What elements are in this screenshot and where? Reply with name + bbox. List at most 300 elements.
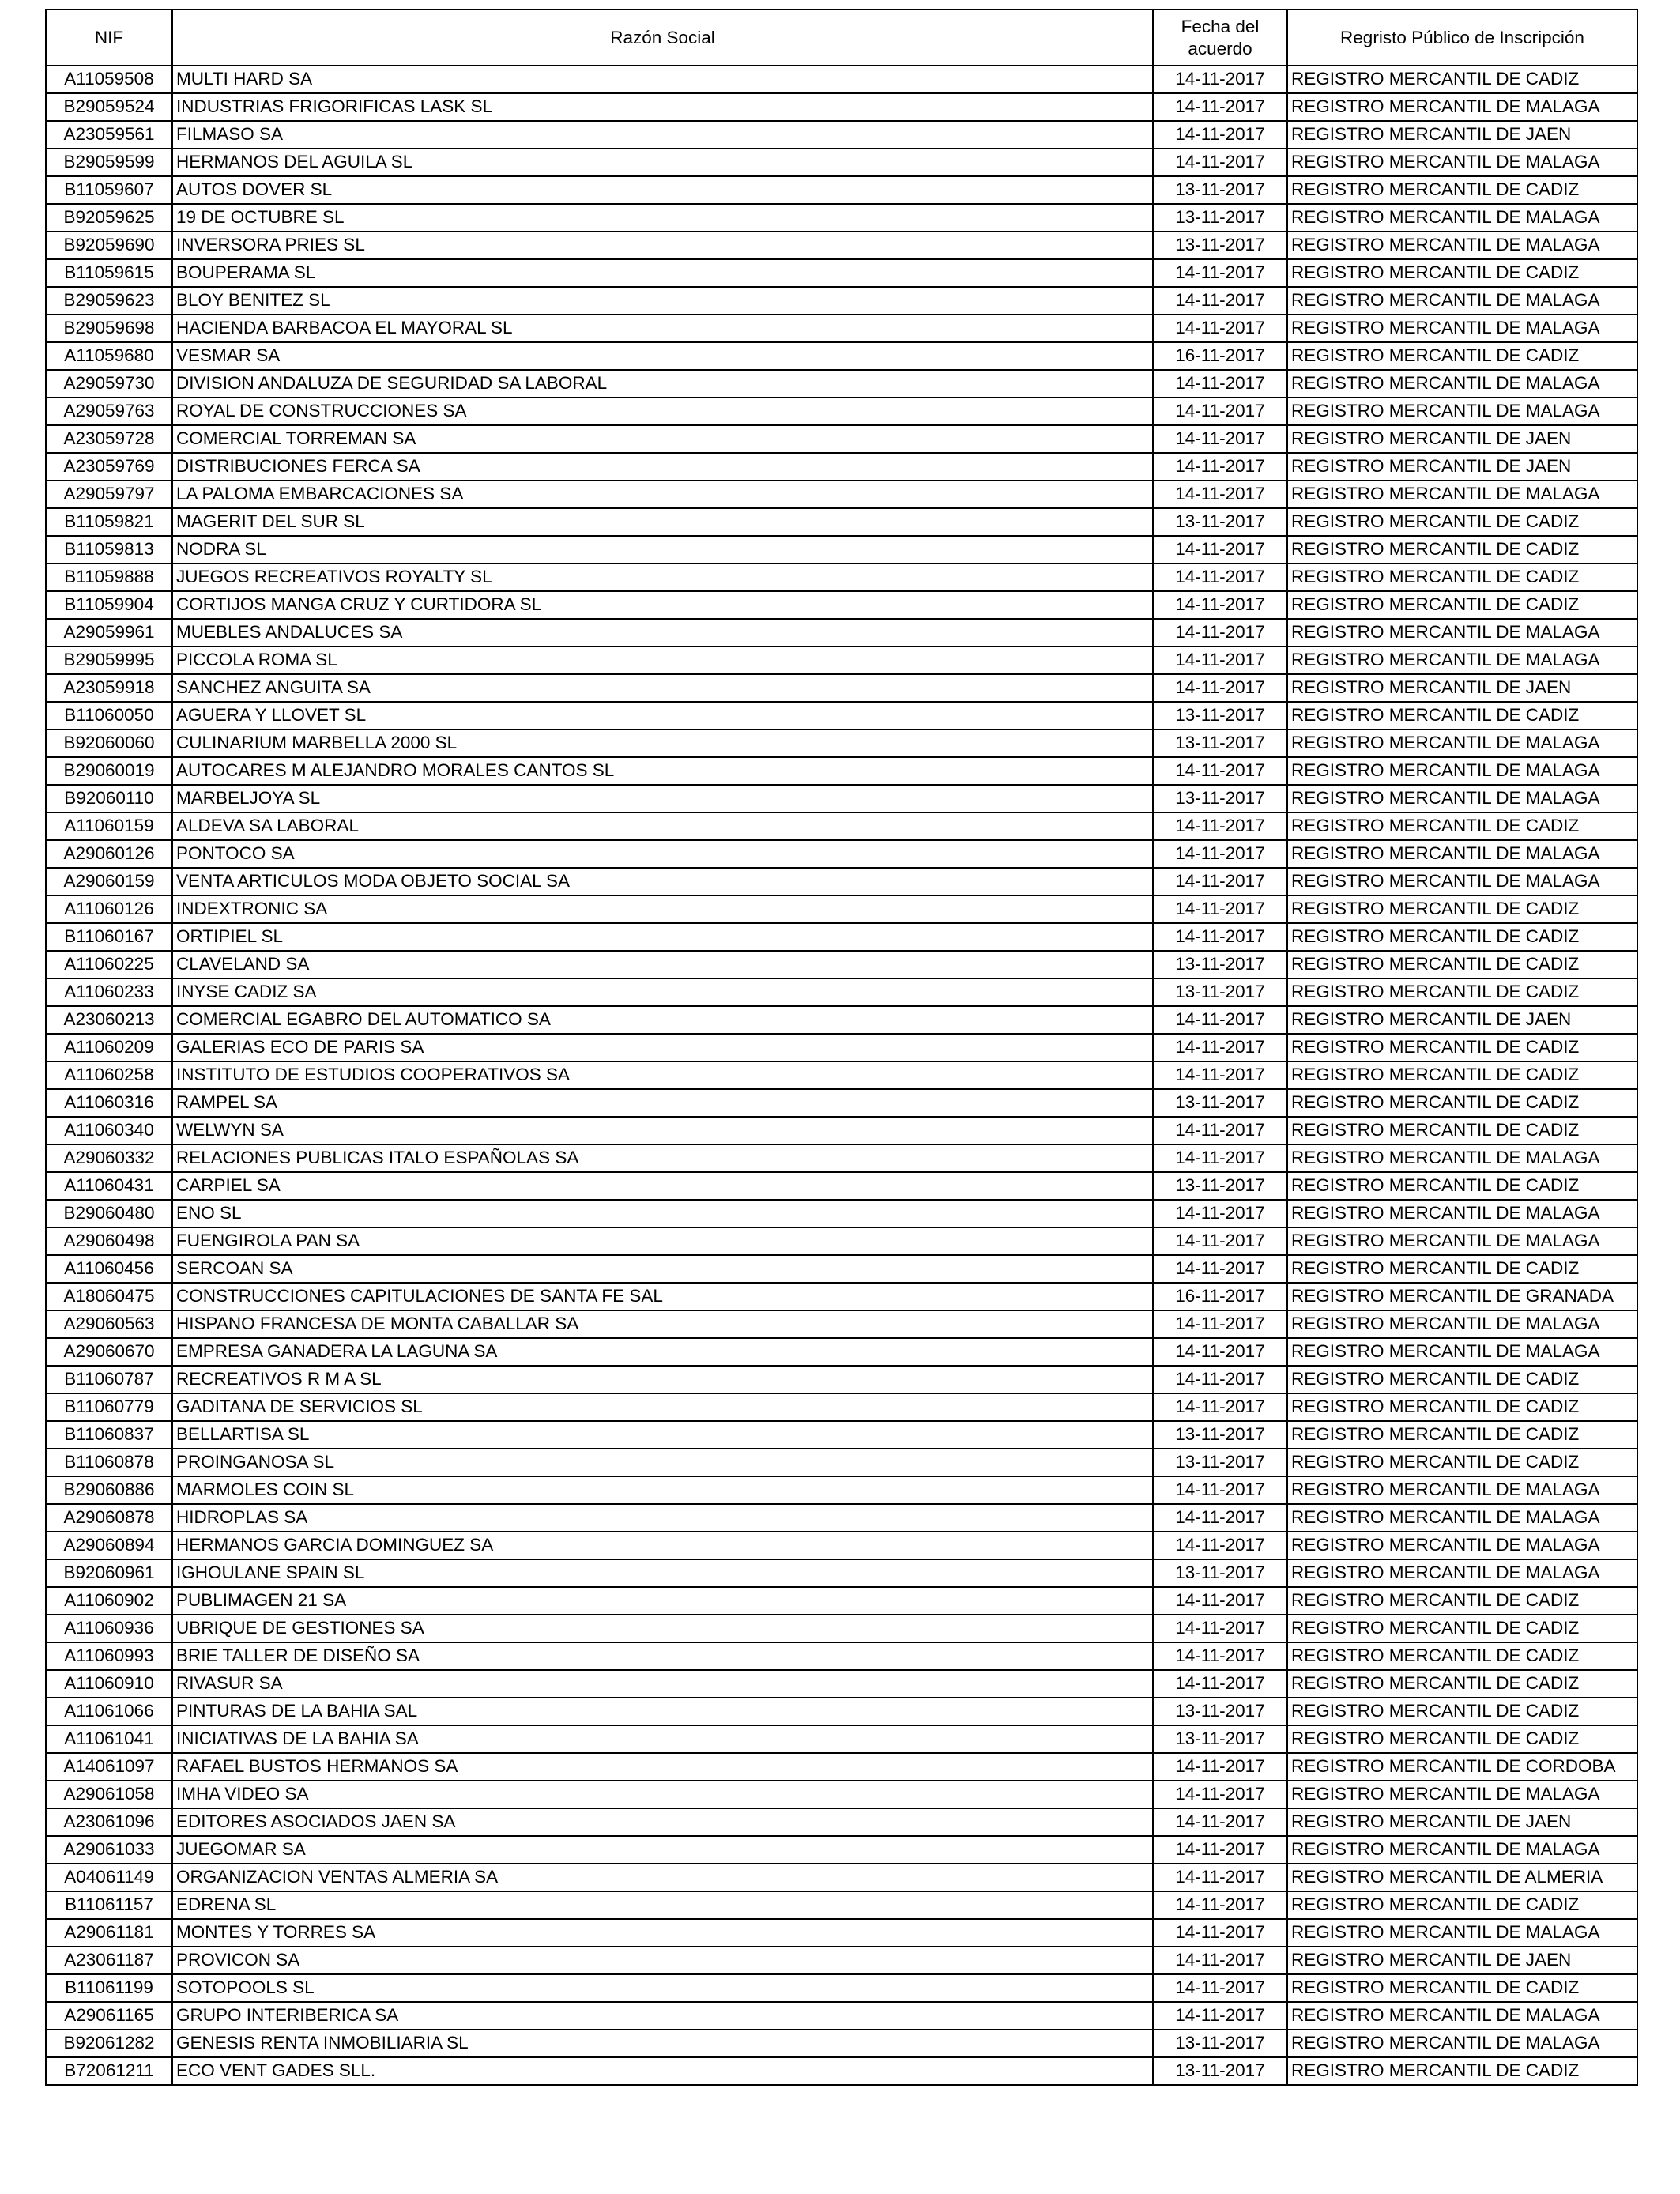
cell-fecha-acuerdo: 16-11-2017 (1153, 342, 1287, 370)
cell-fecha-acuerdo: 14-11-2017 (1153, 1144, 1287, 1172)
cell-razon-social: ENO SL (172, 1200, 1153, 1227)
cell-fecha-acuerdo: 14-11-2017 (1153, 453, 1287, 481)
cell-nif: A29059961 (46, 619, 172, 647)
cell-fecha-acuerdo: 13-11-2017 (1153, 785, 1287, 812)
cell-registro: REGISTRO MERCANTIL DE CADIZ (1287, 1974, 1637, 2002)
cell-nif: B29059623 (46, 287, 172, 315)
table-row (46, 1615, 1637, 1642)
cell-nif: A11060233 (46, 978, 172, 1006)
cell-registro: REGISTRO MERCANTIL DE CADIZ (1287, 1642, 1637, 1670)
table-row (46, 923, 1637, 951)
table-row (46, 1891, 1637, 1919)
cell-razon-social: LA PALOMA EMBARCACIONES SA (172, 481, 1153, 508)
cell-registro: REGISTRO MERCANTIL DE CADIZ (1287, 1449, 1637, 1476)
cell-razon-social: MUEBLES ANDALUCES SA (172, 619, 1153, 647)
table-row (46, 1172, 1637, 1200)
header-row (46, 9, 1637, 66)
cell-razon-social: EMPRESA GANADERA LA LAGUNA SA (172, 1338, 1153, 1366)
cell-fecha-acuerdo: 14-11-2017 (1153, 674, 1287, 702)
table-row (46, 785, 1637, 812)
cell-razon-social: 19 DE OCTUBRE SL (172, 204, 1153, 232)
table-row (46, 1781, 1637, 1808)
cell-registro: REGISTRO MERCANTIL DE MALAGA (1287, 370, 1637, 398)
cell-nif: A29059730 (46, 370, 172, 398)
cell-fecha-acuerdo: 14-11-2017 (1153, 1255, 1287, 1283)
cell-razon-social: HERMANOS DEL AGUILA SL (172, 149, 1153, 176)
cell-razon-social: MULTI HARD SA (172, 66, 1153, 93)
cell-nif: A29061165 (46, 2002, 172, 2030)
cell-registro: REGISTRO MERCANTIL DE CADIZ (1287, 978, 1637, 1006)
cell-razon-social: EDITORES ASOCIADOS JAEN SA (172, 1808, 1153, 1836)
cell-nif: B11059813 (46, 536, 172, 564)
cell-nif: A29060894 (46, 1532, 172, 1559)
cell-nif: A23059561 (46, 121, 172, 149)
cell-registro: REGISTRO MERCANTIL DE MALAGA (1287, 647, 1637, 674)
table-row (46, 1089, 1637, 1117)
cell-razon-social: VESMAR SA (172, 342, 1153, 370)
cell-nif: A29061181 (46, 1919, 172, 1947)
header-fecha-acuerdo: Fecha del acuerdo (1153, 9, 1287, 66)
cell-razon-social: JUEGOMAR SA (172, 1836, 1153, 1864)
cell-registro: REGISTRO MERCANTIL DE MALAGA (1287, 93, 1637, 121)
cell-fecha-acuerdo: 13-11-2017 (1153, 176, 1287, 204)
cell-registro: REGISTRO MERCANTIL DE MALAGA (1287, 757, 1637, 785)
cell-registro: REGISTRO MERCANTIL DE CADIZ (1287, 508, 1637, 536)
cell-nif: B11060787 (46, 1366, 172, 1393)
cell-razon-social: INVERSORA PRIES SL (172, 232, 1153, 259)
cell-nif: A29059797 (46, 481, 172, 508)
cell-nif: B11060779 (46, 1393, 172, 1421)
cell-razon-social: GALERIAS ECO DE PARIS SA (172, 1034, 1153, 1061)
cell-fecha-acuerdo: 14-11-2017 (1153, 1310, 1287, 1338)
cell-nif: A11060159 (46, 812, 172, 840)
cell-nif: A11060340 (46, 1117, 172, 1144)
cell-fecha-acuerdo: 14-11-2017 (1153, 591, 1287, 619)
cell-razon-social: WELWYN SA (172, 1117, 1153, 1144)
cell-razon-social: SANCHEZ ANGUITA SA (172, 674, 1153, 702)
header-nif: NIF (46, 9, 172, 66)
cell-razon-social: PICCOLA ROMA SL (172, 647, 1153, 674)
cell-fecha-acuerdo: 14-11-2017 (1153, 149, 1287, 176)
cell-nif: A11059508 (46, 66, 172, 93)
cell-fecha-acuerdo: 14-11-2017 (1153, 1947, 1287, 1974)
cell-nif: B92059625 (46, 204, 172, 232)
table-row (46, 1670, 1637, 1698)
cell-razon-social: FILMASO SA (172, 121, 1153, 149)
table-row (46, 342, 1637, 370)
cell-fecha-acuerdo: 14-11-2017 (1153, 868, 1287, 895)
cell-fecha-acuerdo: 14-11-2017 (1153, 1504, 1287, 1532)
cell-registro: REGISTRO MERCANTIL DE CADIZ (1287, 812, 1637, 840)
cell-fecha-acuerdo: 13-11-2017 (1153, 1421, 1287, 1449)
cell-fecha-acuerdo: 14-11-2017 (1153, 481, 1287, 508)
cell-fecha-acuerdo: 14-11-2017 (1153, 1338, 1287, 1366)
table-row (46, 1393, 1637, 1421)
cell-fecha-acuerdo: 13-11-2017 (1153, 1172, 1287, 1200)
table-row (46, 1200, 1637, 1227)
cell-registro: REGISTRO MERCANTIL DE CADIZ (1287, 1615, 1637, 1642)
cell-fecha-acuerdo: 14-11-2017 (1153, 1615, 1287, 1642)
cell-fecha-acuerdo: 14-11-2017 (1153, 93, 1287, 121)
table-row (46, 1836, 1637, 1864)
table-row (46, 1061, 1637, 1089)
cell-fecha-acuerdo: 14-11-2017 (1153, 1836, 1287, 1864)
cell-registro: REGISTRO MERCANTIL DE JAEN (1287, 1947, 1637, 1974)
cell-razon-social: BLOY BENITEZ SL (172, 287, 1153, 315)
cell-registro: REGISTRO MERCANTIL DE MALAGA (1287, 1310, 1637, 1338)
cell-fecha-acuerdo: 14-11-2017 (1153, 1919, 1287, 1947)
cell-fecha-acuerdo: 14-11-2017 (1153, 812, 1287, 840)
table-row (46, 619, 1637, 647)
cell-razon-social: PINTURAS DE LA BAHIA SAL (172, 1698, 1153, 1725)
cell-nif: A29060332 (46, 1144, 172, 1172)
table-row (46, 1808, 1637, 1836)
table-row (46, 702, 1637, 729)
cell-nif: B11060050 (46, 702, 172, 729)
cell-nif: B11061157 (46, 1891, 172, 1919)
cell-fecha-acuerdo: 14-11-2017 (1153, 1642, 1287, 1670)
cell-razon-social: HISPANO FRANCESA DE MONTA CABALLAR SA (172, 1310, 1153, 1338)
cell-registro: REGISTRO MERCANTIL DE CADIZ (1287, 923, 1637, 951)
cell-registro: REGISTRO MERCANTIL DE CORDOBA (1287, 1753, 1637, 1781)
cell-nif: B92060110 (46, 785, 172, 812)
table-row (46, 232, 1637, 259)
cell-fecha-acuerdo: 13-11-2017 (1153, 204, 1287, 232)
cell-fecha-acuerdo: 16-11-2017 (1153, 1283, 1287, 1310)
cell-fecha-acuerdo: 14-11-2017 (1153, 1808, 1287, 1836)
cell-razon-social: IMHA VIDEO SA (172, 1781, 1153, 1808)
cell-registro: REGISTRO MERCANTIL DE CADIZ (1287, 1061, 1637, 1089)
cell-fecha-acuerdo: 13-11-2017 (1153, 1089, 1287, 1117)
table-row (46, 647, 1637, 674)
table-row (46, 1255, 1637, 1283)
cell-fecha-acuerdo: 14-11-2017 (1153, 840, 1287, 868)
cell-fecha-acuerdo: 14-11-2017 (1153, 757, 1287, 785)
table-row (46, 1421, 1637, 1449)
cell-nif: B11060878 (46, 1449, 172, 1476)
cell-fecha-acuerdo: 13-11-2017 (1153, 978, 1287, 1006)
cell-registro: REGISTRO MERCANTIL DE CADIZ (1287, 1366, 1637, 1393)
cell-razon-social: SERCOAN SA (172, 1255, 1153, 1283)
cell-nif: A11061066 (46, 1698, 172, 1725)
header-registro: Regristo Público de Inscripción (1287, 9, 1637, 66)
cell-nif: A23059728 (46, 425, 172, 453)
cell-nif: B29059524 (46, 93, 172, 121)
cell-razon-social: VENTA ARTICULOS MODA OBJETO SOCIAL SA (172, 868, 1153, 895)
table-row (46, 287, 1637, 315)
cell-razon-social: CORTIJOS MANGA CRUZ Y CURTIDORA SL (172, 591, 1153, 619)
cell-registro: REGISTRO MERCANTIL DE MALAGA (1287, 149, 1637, 176)
cell-registro: REGISTRO MERCANTIL DE CADIZ (1287, 536, 1637, 564)
cell-registro: REGISTRO MERCANTIL DE JAEN (1287, 1006, 1637, 1034)
cell-razon-social: GRUPO INTERIBERICA SA (172, 2002, 1153, 2030)
cell-registro: REGISTRO MERCANTIL DE MALAGA (1287, 1504, 1637, 1532)
cell-fecha-acuerdo: 14-11-2017 (1153, 647, 1287, 674)
cell-registro: REGISTRO MERCANTIL DE MALAGA (1287, 315, 1637, 342)
cell-fecha-acuerdo: 13-11-2017 (1153, 1698, 1287, 1725)
cell-razon-social: JUEGOS RECREATIVOS ROYALTY SL (172, 564, 1153, 591)
table-row (46, 121, 1637, 149)
cell-registro: REGISTRO MERCANTIL DE CADIZ (1287, 1891, 1637, 1919)
cell-fecha-acuerdo: 13-11-2017 (1153, 1559, 1287, 1587)
cell-nif: B29060480 (46, 1200, 172, 1227)
cell-nif: A29061058 (46, 1781, 172, 1808)
cell-registro: REGISTRO MERCANTIL DE CADIZ (1287, 591, 1637, 619)
cell-fecha-acuerdo: 14-11-2017 (1153, 1781, 1287, 1808)
table-row (46, 1725, 1637, 1753)
table-row (46, 315, 1637, 342)
cell-nif: B11060167 (46, 923, 172, 951)
cell-fecha-acuerdo: 13-11-2017 (1153, 1725, 1287, 1753)
cell-registro: REGISTRO MERCANTIL DE JAEN (1287, 453, 1637, 481)
cell-nif: A23059769 (46, 453, 172, 481)
cell-registro: REGISTRO MERCANTIL DE CADIZ (1287, 564, 1637, 591)
table-row (46, 1310, 1637, 1338)
cell-razon-social: BELLARTISA SL (172, 1421, 1153, 1449)
cell-fecha-acuerdo: 14-11-2017 (1153, 1670, 1287, 1698)
cell-registro: REGISTRO MERCANTIL DE CADIZ (1287, 66, 1637, 93)
cell-fecha-acuerdo: 14-11-2017 (1153, 1864, 1287, 1891)
cell-razon-social: UBRIQUE DE GESTIONES SA (172, 1615, 1153, 1642)
cell-registro: REGISTRO MERCANTIL DE JAEN (1287, 425, 1637, 453)
cell-fecha-acuerdo: 14-11-2017 (1153, 564, 1287, 591)
cell-nif: B29059698 (46, 315, 172, 342)
cell-registro: REGISTRO MERCANTIL DE CADIZ (1287, 2057, 1637, 2085)
cell-razon-social: RAFAEL BUSTOS HERMANOS SA (172, 1753, 1153, 1781)
cell-nif: A11060910 (46, 1670, 172, 1698)
table-row (46, 1006, 1637, 1034)
cell-registro: REGISTRO MERCANTIL DE MALAGA (1287, 1532, 1637, 1559)
cell-razon-social: ORTIPIEL SL (172, 923, 1153, 951)
cell-fecha-acuerdo: 14-11-2017 (1153, 2002, 1287, 2030)
cell-fecha-acuerdo: 13-11-2017 (1153, 508, 1287, 536)
cell-nif: A29060498 (46, 1227, 172, 1255)
cell-nif: A29060126 (46, 840, 172, 868)
cell-nif: A11060126 (46, 895, 172, 923)
cell-fecha-acuerdo: 14-11-2017 (1153, 1006, 1287, 1034)
cell-registro: REGISTRO MERCANTIL DE MALAGA (1287, 287, 1637, 315)
cell-registro: REGISTRO MERCANTIL DE MALAGA (1287, 1144, 1637, 1172)
cell-fecha-acuerdo: 13-11-2017 (1153, 2030, 1287, 2057)
table-row (46, 1366, 1637, 1393)
cell-fecha-acuerdo: 14-11-2017 (1153, 315, 1287, 342)
cell-nif: B11059888 (46, 564, 172, 591)
cell-razon-social: MARBELJOYA SL (172, 785, 1153, 812)
table-body (46, 66, 1637, 2085)
cell-fecha-acuerdo: 14-11-2017 (1153, 1753, 1287, 1781)
cell-registro: REGISTRO MERCANTIL DE MALAGA (1287, 2002, 1637, 2030)
cell-registro: REGISTRO MERCANTIL DE CADIZ (1287, 1117, 1637, 1144)
cell-razon-social: INSTITUTO DE ESTUDIOS COOPERATIVOS SA (172, 1061, 1153, 1089)
cell-razon-social: CLAVELAND SA (172, 951, 1153, 978)
cell-nif: A11060316 (46, 1089, 172, 1117)
cell-razon-social: ROYAL DE CONSTRUCCIONES SA (172, 398, 1153, 425)
table-row (46, 812, 1637, 840)
cell-fecha-acuerdo: 14-11-2017 (1153, 895, 1287, 923)
cell-fecha-acuerdo: 14-11-2017 (1153, 923, 1287, 951)
table-row (46, 1559, 1637, 1587)
cell-fecha-acuerdo: 13-11-2017 (1153, 1449, 1287, 1476)
cell-razon-social: EDRENA SL (172, 1891, 1153, 1919)
cell-razon-social: DIVISION ANDALUZA DE SEGURIDAD SA LABORAL (172, 370, 1153, 398)
cell-razon-social: PONTOCO SA (172, 840, 1153, 868)
table-row (46, 1532, 1637, 1559)
cell-nif: B92061282 (46, 2030, 172, 2057)
table-row (46, 425, 1637, 453)
cell-registro: REGISTRO MERCANTIL DE CADIZ (1287, 951, 1637, 978)
cell-razon-social: INICIATIVAS DE LA BAHIA SA (172, 1725, 1153, 1753)
table-row (46, 2030, 1637, 2057)
table-row (46, 204, 1637, 232)
cell-registro: REGISTRO MERCANTIL DE MALAGA (1287, 840, 1637, 868)
table-row (46, 1144, 1637, 1172)
cell-nif: B29060886 (46, 1476, 172, 1504)
cell-razon-social: INDUSTRIAS FRIGORIFICAS LASK SL (172, 93, 1153, 121)
cell-razon-social: RIVASUR SA (172, 1670, 1153, 1698)
cell-registro: REGISTRO MERCANTIL DE CADIZ (1287, 1670, 1637, 1698)
table-row (46, 757, 1637, 785)
cell-registro: REGISTRO MERCANTIL DE CADIZ (1287, 1587, 1637, 1615)
cell-registro: REGISTRO MERCANTIL DE MALAGA (1287, 785, 1637, 812)
cell-registro: REGISTRO MERCANTIL DE CADIZ (1287, 1698, 1637, 1725)
cell-razon-social: INYSE CADIZ SA (172, 978, 1153, 1006)
cell-razon-social: CONSTRUCCIONES CAPITULACIONES DE SANTA FE SAL (172, 1283, 1153, 1310)
cell-razon-social: CULINARIUM MARBELLA 2000 SL (172, 729, 1153, 757)
cell-razon-social: RAMPEL SA (172, 1089, 1153, 1117)
cell-registro: REGISTRO MERCANTIL DE MALAGA (1287, 729, 1637, 757)
table-row (46, 259, 1637, 287)
cell-nif: A11060431 (46, 1172, 172, 1200)
cell-registro: REGISTRO MERCANTIL DE CADIZ (1287, 1089, 1637, 1117)
cell-fecha-acuerdo: 14-11-2017 (1153, 1061, 1287, 1089)
cell-razon-social: BOUPERAMA SL (172, 259, 1153, 287)
cell-registro: REGISTRO MERCANTIL DE MALAGA (1287, 1781, 1637, 1808)
cell-registro: REGISTRO MERCANTIL DE CADIZ (1287, 1172, 1637, 1200)
cell-registro: REGISTRO MERCANTIL DE CADIZ (1287, 176, 1637, 204)
table-row (46, 1117, 1637, 1144)
cell-razon-social: INDEXTRONIC SA (172, 895, 1153, 923)
table-row (46, 370, 1637, 398)
cell-nif: B29059995 (46, 647, 172, 674)
cell-registro: REGISTRO MERCANTIL DE MALAGA (1287, 481, 1637, 508)
cell-nif: B72061211 (46, 2057, 172, 2085)
cell-nif: B11059607 (46, 176, 172, 204)
cell-fecha-acuerdo: 14-11-2017 (1153, 1974, 1287, 2002)
cell-fecha-acuerdo: 14-11-2017 (1153, 1227, 1287, 1255)
cell-registro: REGISTRO MERCANTIL DE MALAGA (1287, 1200, 1637, 1227)
cell-registro: REGISTRO MERCANTIL DE MALAGA (1287, 1338, 1637, 1366)
cell-fecha-acuerdo: 13-11-2017 (1153, 729, 1287, 757)
cell-nif: A04061149 (46, 1864, 172, 1891)
cell-nif: A23061096 (46, 1808, 172, 1836)
cell-registro: REGISTRO MERCANTIL DE MALAGA (1287, 398, 1637, 425)
cell-nif: A29060878 (46, 1504, 172, 1532)
cell-razon-social: CARPIEL SA (172, 1172, 1153, 1200)
cell-razon-social: AUTOS DOVER SL (172, 176, 1153, 204)
table-row (46, 536, 1637, 564)
cell-registro: REGISTRO MERCANTIL DE CADIZ (1287, 1255, 1637, 1283)
cell-razon-social: ECO VENT GADES SLL. (172, 2057, 1153, 2085)
table-row (46, 1919, 1637, 1947)
cell-nif: A14061097 (46, 1753, 172, 1781)
cell-registro: REGISTRO MERCANTIL DE MALAGA (1287, 2030, 1637, 2057)
cell-fecha-acuerdo: 14-11-2017 (1153, 1532, 1287, 1559)
cell-nif: B29059599 (46, 149, 172, 176)
cell-registro: REGISTRO MERCANTIL DE MALAGA (1287, 1559, 1637, 1587)
cell-nif: B92059690 (46, 232, 172, 259)
cell-fecha-acuerdo: 14-11-2017 (1153, 425, 1287, 453)
cell-razon-social: MAGERIT DEL SUR SL (172, 508, 1153, 536)
cell-razon-social: COMERCIAL TORREMAN SA (172, 425, 1153, 453)
table-row (46, 1864, 1637, 1891)
table-row (46, 591, 1637, 619)
cell-razon-social: HACIENDA BARBACOA EL MAYORAL SL (172, 315, 1153, 342)
table-row (46, 481, 1637, 508)
cell-registro: REGISTRO MERCANTIL DE MALAGA (1287, 868, 1637, 895)
cell-nif: B11060837 (46, 1421, 172, 1449)
cell-nif: A11059680 (46, 342, 172, 370)
cell-razon-social: SOTOPOOLS SL (172, 1974, 1153, 2002)
cell-razon-social: RECREATIVOS R M A SL (172, 1366, 1153, 1393)
cell-registro: REGISTRO MERCANTIL DE MALAGA (1287, 1476, 1637, 1504)
cell-nif: A11060209 (46, 1034, 172, 1061)
cell-fecha-acuerdo: 14-11-2017 (1153, 1034, 1287, 1061)
table-row (46, 66, 1637, 93)
table-row (46, 674, 1637, 702)
table-row (46, 1947, 1637, 1974)
cell-razon-social: PUBLIMAGEN 21 SA (172, 1587, 1153, 1615)
table-row (46, 176, 1637, 204)
cell-razon-social: AUTOCARES M ALEJANDRO MORALES CANTOS SL (172, 757, 1153, 785)
cell-nif: A11060993 (46, 1642, 172, 1670)
table-row (46, 453, 1637, 481)
table-row (46, 1504, 1637, 1532)
table-row (46, 1227, 1637, 1255)
cell-registro: REGISTRO MERCANTIL DE CADIZ (1287, 1421, 1637, 1449)
cell-fecha-acuerdo: 14-11-2017 (1153, 259, 1287, 287)
cell-razon-social: HIDROPLAS SA (172, 1504, 1153, 1532)
cell-fecha-acuerdo: 14-11-2017 (1153, 619, 1287, 647)
cell-razon-social: MARMOLES COIN SL (172, 1476, 1153, 1504)
cell-nif: A11060456 (46, 1255, 172, 1283)
cell-nif: A29060563 (46, 1310, 172, 1338)
cell-registro: REGISTRO MERCANTIL DE GRANADA (1287, 1283, 1637, 1310)
cell-fecha-acuerdo: 14-11-2017 (1153, 66, 1287, 93)
cell-fecha-acuerdo: 14-11-2017 (1153, 1393, 1287, 1421)
company-registry-table (45, 9, 1638, 2086)
cell-nif: A23060213 (46, 1006, 172, 1034)
cell-razon-social: MONTES Y TORRES SA (172, 1919, 1153, 1947)
cell-nif: B11059821 (46, 508, 172, 536)
cell-registro: REGISTRO MERCANTIL DE CADIZ (1287, 342, 1637, 370)
cell-nif: B11059904 (46, 591, 172, 619)
table-row (46, 951, 1637, 978)
table-row (46, 1476, 1637, 1504)
cell-registro: REGISTRO MERCANTIL DE CADIZ (1287, 702, 1637, 729)
cell-razon-social: PROINGANOSA SL (172, 1449, 1153, 1476)
cell-nif: B92060961 (46, 1559, 172, 1587)
cell-nif: B11061199 (46, 1974, 172, 2002)
cell-razon-social: IGHOULANE SPAIN SL (172, 1559, 1153, 1587)
cell-nif: A23059918 (46, 674, 172, 702)
cell-fecha-acuerdo: 14-11-2017 (1153, 1476, 1287, 1504)
cell-nif: A11060225 (46, 951, 172, 978)
table-row (46, 2057, 1637, 2085)
table-row (46, 1974, 1637, 2002)
cell-razon-social: GENESIS RENTA INMOBILIARIA SL (172, 2030, 1153, 2057)
cell-nif: A11060936 (46, 1615, 172, 1642)
cell-nif: A29059763 (46, 398, 172, 425)
